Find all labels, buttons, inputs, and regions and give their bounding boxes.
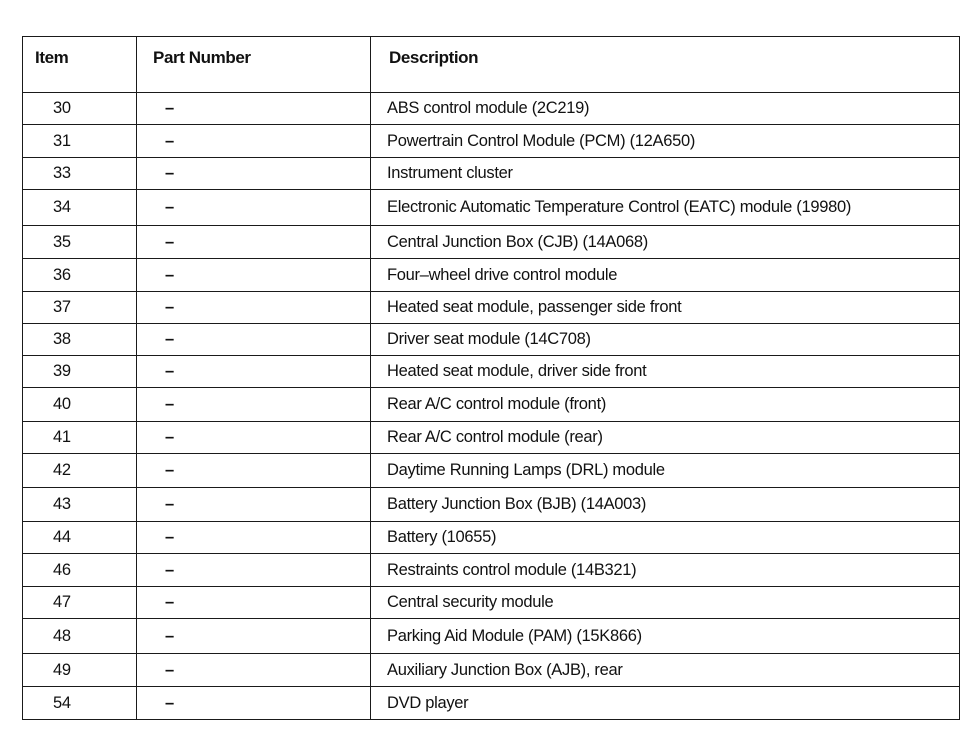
- description-cell: Central Junction Box (CJB) (14A068): [371, 226, 960, 259]
- part-number-cell: –: [137, 259, 371, 292]
- description-cell: Four–wheel drive control module: [371, 259, 960, 292]
- table-row: [23, 259, 960, 292]
- table-row: [23, 422, 960, 454]
- header-part-number: Part Number: [137, 37, 371, 93]
- item-cell: 44: [23, 522, 137, 554]
- item-cell: 41: [23, 422, 137, 454]
- item-cell: 30: [23, 93, 137, 125]
- item-cell: 46: [23, 554, 137, 587]
- table-row: [23, 324, 960, 356]
- table-row: [23, 158, 960, 190]
- table-row: [23, 687, 960, 720]
- description-cell: ABS control module (2C219): [371, 93, 960, 125]
- part-number-cell: –: [137, 554, 371, 587]
- description-cell: Central security module: [371, 587, 960, 619]
- part-number-cell: –: [137, 619, 371, 654]
- description-cell: Battery (10655): [371, 522, 960, 554]
- part-number-cell: –: [137, 158, 371, 190]
- description-cell: DVD player: [371, 687, 960, 720]
- table-body: [23, 93, 960, 720]
- item-cell: 34: [23, 190, 137, 226]
- table-row: [23, 619, 960, 654]
- part-number-cell: –: [137, 356, 371, 388]
- table-row: [23, 292, 960, 324]
- description-cell: Heated seat module, passenger side front: [371, 292, 960, 324]
- item-cell: 54: [23, 687, 137, 720]
- part-number-cell: –: [137, 226, 371, 259]
- table-row: [23, 125, 960, 158]
- description-cell: Restraints control module (14B321): [371, 554, 960, 587]
- description-cell: Battery Junction Box (BJB) (14A003): [371, 488, 960, 522]
- description-cell: Electronic Automatic Temperature Control (EATC) module (19980): [371, 190, 960, 226]
- table-row: [23, 488, 960, 522]
- description-cell: Rear A/C control module (rear): [371, 422, 960, 454]
- description-cell: Powertrain Control Module (PCM) (12A650): [371, 125, 960, 158]
- description-cell: Daytime Running Lamps (DRL) module: [371, 454, 960, 488]
- item-cell: 48: [23, 619, 137, 654]
- table-row: [23, 93, 960, 125]
- item-cell: 35: [23, 226, 137, 259]
- item-cell: 33: [23, 158, 137, 190]
- part-number-cell: –: [137, 422, 371, 454]
- description-cell: Rear A/C control module (front): [371, 388, 960, 422]
- item-cell: 43: [23, 488, 137, 522]
- part-number-cell: –: [137, 654, 371, 687]
- item-cell: 40: [23, 388, 137, 422]
- table-row: [23, 356, 960, 388]
- table-row: [23, 190, 960, 226]
- part-number-cell: –: [137, 522, 371, 554]
- item-cell: 31: [23, 125, 137, 158]
- part-number-cell: –: [137, 488, 371, 522]
- description-cell: Auxiliary Junction Box (AJB), rear: [371, 654, 960, 687]
- table-row: [23, 654, 960, 687]
- description-cell: Heated seat module, driver side front: [371, 356, 960, 388]
- part-number-cell: –: [137, 324, 371, 356]
- item-cell: 42: [23, 454, 137, 488]
- table-row: [23, 226, 960, 259]
- description-cell: Driver seat module (14C708): [371, 324, 960, 356]
- item-cell: 39: [23, 356, 137, 388]
- header-row: [23, 37, 960, 93]
- part-number-cell: –: [137, 687, 371, 720]
- part-number-cell: –: [137, 292, 371, 324]
- part-number-cell: –: [137, 454, 371, 488]
- part-number-cell: –: [137, 190, 371, 226]
- table-row: [23, 554, 960, 587]
- header-description: Description: [371, 37, 960, 93]
- item-cell: 38: [23, 324, 137, 356]
- table-row: [23, 522, 960, 554]
- parts-table: [22, 36, 960, 720]
- description-cell: Parking Aid Module (PAM) (15K866): [371, 619, 960, 654]
- item-cell: 47: [23, 587, 137, 619]
- item-cell: 37: [23, 292, 137, 324]
- item-cell: 36: [23, 259, 137, 292]
- table-row: [23, 587, 960, 619]
- table-header: [23, 37, 960, 93]
- table-row: [23, 388, 960, 422]
- description-cell: Instrument cluster: [371, 158, 960, 190]
- table-row: [23, 454, 960, 488]
- part-number-cell: –: [137, 587, 371, 619]
- item-cell: 49: [23, 654, 137, 687]
- part-number-cell: –: [137, 125, 371, 158]
- part-number-cell: –: [137, 93, 371, 125]
- header-item: Item: [23, 37, 137, 93]
- part-number-cell: –: [137, 388, 371, 422]
